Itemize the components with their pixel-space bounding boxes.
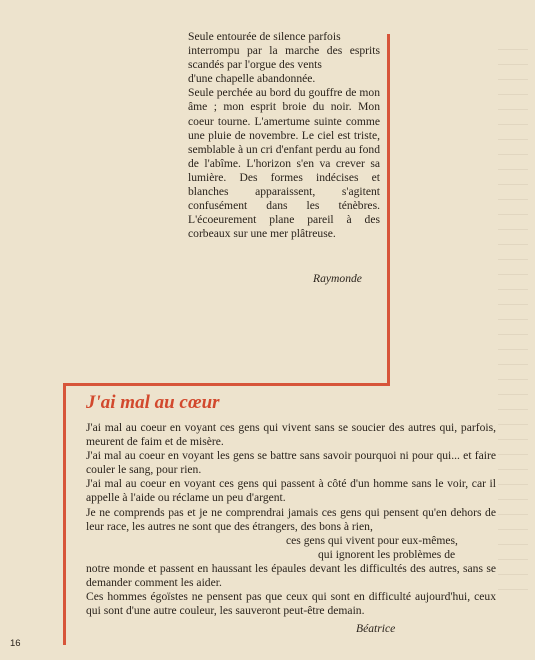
top-poem-line: interrompu par la marche des esprits scandés par l'orgue des vents [188,44,380,72]
bottom-poem-paragraph: notre monde et passent en haussant les épaules devant les difficultés des autres, sans se demander comment les aider. [86,561,496,590]
bottom-poem-indented-line: ces gens qui vivent pour eux-mêmes, [286,533,458,547]
bottom-poem-paragraph: J'ai mal au coeur en voyant les gens se battre sans savoir pourquoi ni pour qui... et faire couler le sang, pour rien. [86,449,496,477]
bottom-poem-paragraph: J'ai mal au coeur en voyant ces gens qui passent à côté d'un homme sans le voir, car il appelle à l'aide ou réclame un peu d'argent. [86,477,496,505]
top-poem-line: Seule entourée de silence parfois [188,30,341,43]
top-poem-line: d'une chapelle abandonnée. [188,72,316,86]
top-poem [188,30,380,241]
top-poem-line: Seule perchée au bord du gouffre de mon âme ; mon esprit broie du noir. Mon coeur tourne. L'amertume suinte comme une pluie de novembre. Le ciel est triste, semblable à un cri d'enfant perdu au fond de l'abîme. L'horizon s'en va crever sa lumière. Des formes indécises et blanches apparaissent, s'agitent confusément dans les ténèbres. L'écoeurement plane pareil à des corbeaux sur une mer plâtreuse. [188,86,380,241]
bottom-poem-paragraph: Ces hommes égoïstes ne pensent pas que ceux qui sont en difficulté aujourd'hui, ceux qui sont d'une autre couleur, les sauveront peut-être demain. [86,590,496,618]
bottom-poem-paragraph: Je ne comprends pas et je ne comprendrai jamais ces gens qui pensent qu'en dehors de leur race, les autres ne sont que des étrangers, des bons à rien, [86,505,496,533]
top-poem-signature: Raymonde [313,272,362,285]
bleed-through-text [498,40,528,600]
frame-line-left-vertical [63,383,66,645]
poem-title: J'ai mal au cœur [86,392,220,413]
frame-line-horizontal [63,383,390,386]
frame-line-top-right-vertical [387,34,390,384]
bottom-poem-indented-line: qui ignorent les problèmes de [318,547,456,561]
bottom-poem-paragraph: J'ai mal au coeur en voyant ces gens qui vivent sans se soucier des autres qui, parfois, meurent de faim et de misère. [86,421,496,449]
bottom-poem [86,421,496,618]
bottom-poem-signature: Béatrice [356,622,396,635]
page-number: 16 [10,638,21,649]
